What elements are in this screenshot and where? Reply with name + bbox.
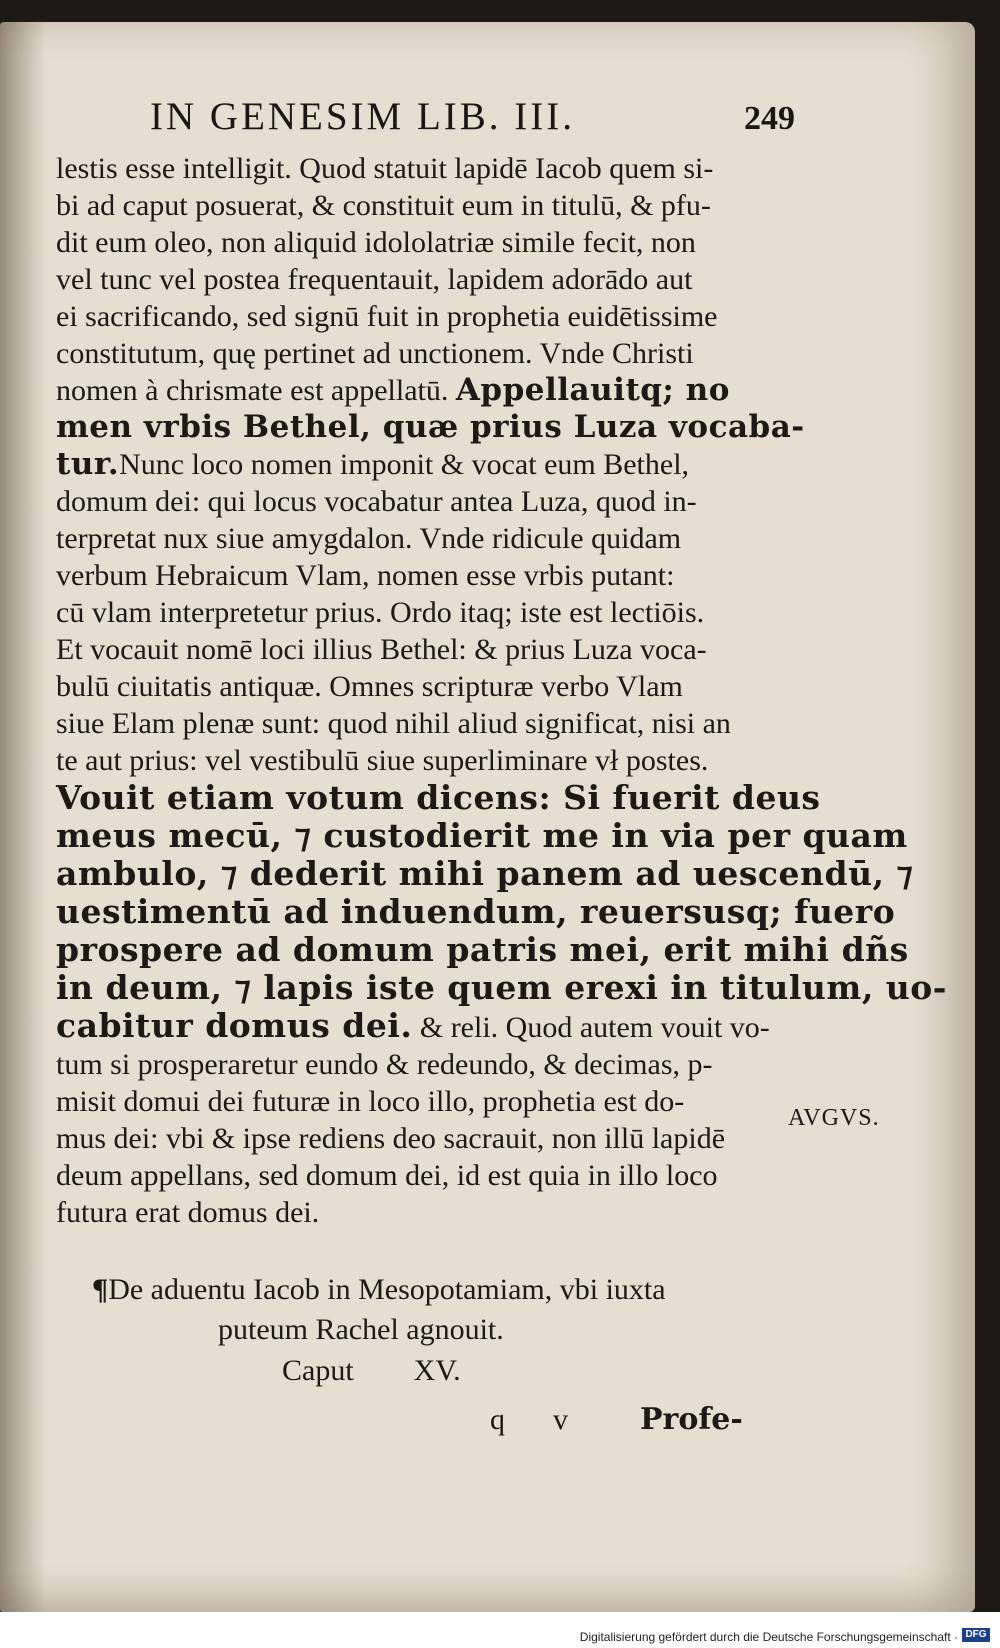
text-line: tur.Nunc loco nomen imponit & vocat eum Bethel,: [56, 446, 690, 482]
blackletter-line: ambulo, ⁊ dederit mihi panem ad uescendū, ⁊: [56, 854, 914, 893]
text-line: vel tunc vel postea frequentauit, lapidem adorādo aut: [56, 263, 693, 296]
blackletter-line: Vouit etiam votum dicens: Si fuerit deus: [56, 778, 821, 817]
text-line: constitutum, quę pertinet ad unctionem. Vnde Christi: [56, 337, 694, 370]
footer-credit: Digitalisierung gefördert durch die Deutsche Forschungsgemeinschaft ·: [579, 1630, 958, 1644]
text-line: nomen à chrismate est appellatū. Appellauitq; no: [56, 372, 730, 408]
signature-row: [490, 1402, 743, 1437]
dfg-logo-icon: DFG: [962, 1628, 990, 1642]
text-line: misit domui dei futuræ in loco illo, prophetia est do-: [56, 1085, 685, 1118]
chapter-title-line: De aduentu Iacob in Mesopotamiam, vbi iuxta: [108, 1273, 666, 1306]
blackletter-line: in deum, ⁊ lapis iste quem erexi in titulum, uo-: [56, 968, 948, 1007]
text-line: dit eum oleo, non aliquid idololatriæ simile fecit, non: [56, 226, 696, 259]
caput-number: XV.: [413, 1354, 461, 1387]
text-line: lestis esse intelligit. Quod statuit lapidē Iacob quem si-: [56, 152, 714, 185]
text-line: futura erat domus dei.: [56, 1196, 320, 1229]
text-line: deum appellans, sed domum dei, id est quia in illo loco: [56, 1159, 718, 1192]
text-line: bulū ciuitatis antiquæ. Omnes scripturæ verbo Vlam: [56, 670, 683, 703]
running-title: IN GENESIM LIB. III.: [150, 95, 576, 138]
marginal-note: AVGVS.: [788, 1105, 880, 1131]
text-line: te aut prius: vel vestibulū siue superliminare vł postes.: [56, 744, 709, 777]
catchword: Profe-: [640, 1402, 743, 1437]
caput-label: Caput: [282, 1354, 354, 1387]
text-line: Et vocauit nomē loci illius Bethel: & prius Luza voca-: [56, 633, 707, 666]
blackletter-line: prospere ad domum patris mei, erit mihi dñs: [56, 930, 909, 969]
chapter-title-line: puteum Rachel agnouit.: [218, 1313, 504, 1346]
digitization-footer: [0, 1612, 1000, 1648]
text-line: mus dei: vbi & ipse rediens deo sacrauit, non illū lapidē: [56, 1122, 726, 1155]
folio-number: 249: [744, 100, 795, 137]
blackletter-lemma: cabitur domus dei.: [56, 1006, 413, 1045]
signature-mark: q: [490, 1403, 505, 1436]
blackletter-line: meus mecū, ⁊ custodierit me in via per quam: [56, 816, 908, 855]
text-line: cū vlam interpretetur prius. Ordo itaq; iste est lectiōis.: [56, 596, 705, 629]
chapter-number: [282, 1354, 461, 1388]
blackletter-lemma: Appellauitq; no: [455, 372, 730, 408]
blackletter-lemma: tur.: [56, 446, 120, 482]
text-line: bi ad caput posuerat, & constituit eum in titulū, & pfu-: [56, 189, 711, 222]
page-header: [150, 94, 795, 139]
page-gutter-shadow: [0, 22, 46, 1612]
text-line: cabitur domus dei. & reli. Quod autem vouit vo-: [56, 1006, 770, 1045]
signature-mark: v: [553, 1403, 568, 1436]
blackletter-lemma: men vrbis Bethel, quæ prius Luza vocaba-: [56, 409, 805, 445]
text-line: ei sacrificando, sed signū fuit in prophetia euidētissime: [56, 300, 718, 333]
text-line: tum si prosperaretur eundo & redeundo, & decimas, p-: [56, 1048, 713, 1081]
chapter-title: [92, 1270, 752, 1350]
pilcrow-icon: ¶: [92, 1273, 109, 1306]
book-page: [0, 22, 975, 1612]
text-line: siue Elam plenæ sunt: quod nihil aliud significat, nisi an: [56, 707, 731, 740]
blackletter-line: uestimentū ad induendum, reuersusq; fuero: [56, 892, 896, 931]
text-line: [56, 409, 805, 446]
text-line: terpretat nux siue amygdalon. Vnde ridicule quidam: [56, 522, 682, 555]
text-line: verbum Hebraicum Vlam, nomen esse vrbis putant:: [56, 559, 675, 592]
text-line: domum dei: qui locus vocabatur antea Luza, quod in-: [56, 485, 697, 518]
